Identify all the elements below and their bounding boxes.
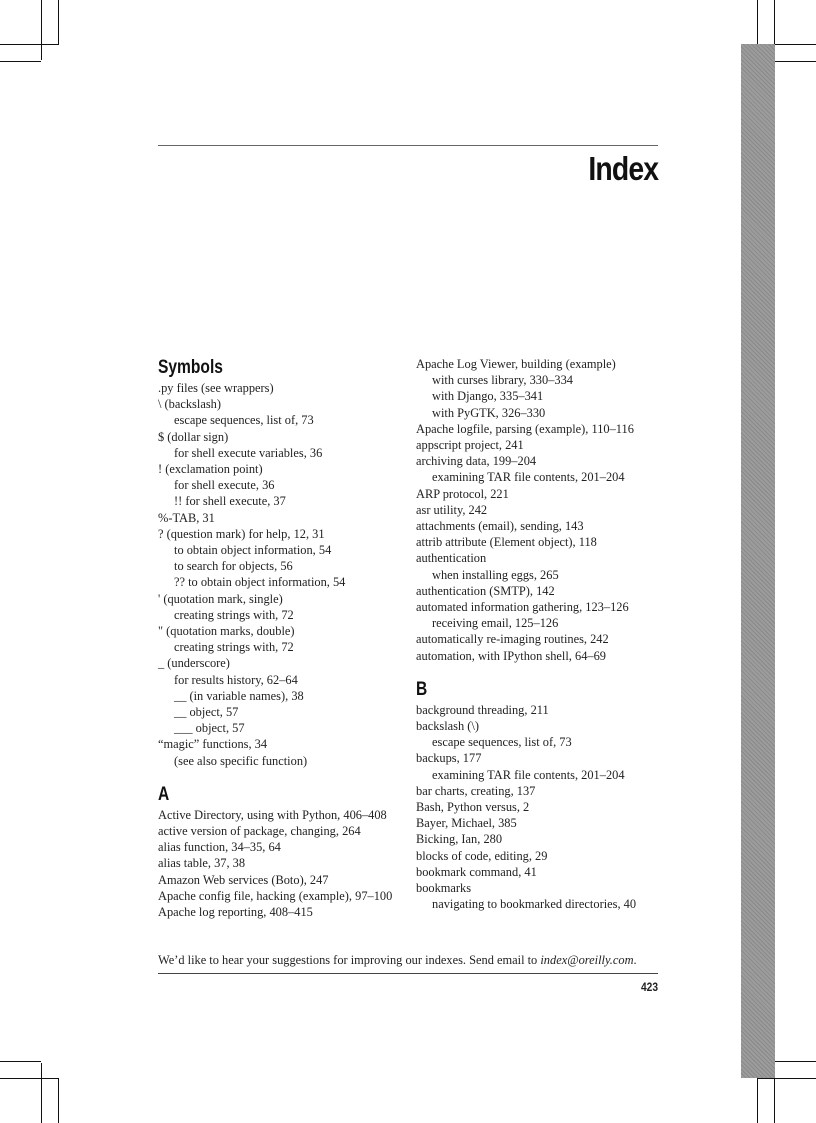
footnote: [158, 953, 637, 968]
footnote-end: .: [633, 953, 637, 967]
index-subentry: __ (in variable names), 38: [174, 688, 304, 703]
index-entry: Bayer, Michael, 385: [416, 816, 517, 831]
index-entry: alias table, 37, 38: [158, 856, 246, 871]
index-entry: automated information gathering, 123–126: [416, 600, 629, 615]
crop-mark: [774, 1078, 775, 1123]
index-subentry: to search for objects, 56: [174, 559, 293, 574]
index-subentry: for results history, 62–64: [174, 672, 298, 687]
crop-mark: [0, 61, 41, 62]
crop-mark: [757, 1078, 816, 1079]
index-entry: automation, with IPython shell, 64–69: [416, 648, 606, 663]
index-entry: " (quotation marks, double): [158, 624, 295, 639]
index-entry: backslash (\): [416, 719, 479, 734]
index-entry: _ (underscore): [158, 656, 230, 671]
crop-mark: [0, 1078, 58, 1079]
page-number: 423: [640, 980, 658, 994]
thumb-tab: [741, 44, 775, 1078]
index-subentry: escape sequences, list of, 73: [174, 413, 314, 428]
index-entry: bar charts, creating, 137: [416, 783, 536, 798]
index-subentry: ?? to obtain object information, 54: [174, 575, 346, 590]
index-entry: authentication (SMTP), 142: [416, 583, 555, 598]
index-entry: ARP protocol, 221: [416, 486, 509, 501]
crop-mark: [0, 1061, 41, 1062]
index-entry: bookmarks: [416, 881, 472, 896]
index-entry: Active Directory, using with Python, 406–408: [158, 807, 387, 822]
index-entry: alias function, 34–35, 64: [158, 840, 281, 855]
index-entry: backups, 177: [416, 751, 482, 766]
index-subentry: for shell execute, 36: [174, 478, 275, 493]
index-entry: archiving data, 199–204: [416, 454, 537, 469]
index-subentry: escape sequences, list of, 73: [432, 735, 572, 750]
index-entry: ! (exclamation point): [158, 462, 263, 477]
index-entry: automatically re-imaging routines, 242: [416, 632, 609, 647]
index-subentry: receiving email, 125–126: [432, 616, 559, 631]
index-subentry: examining TAR file contents, 201–204: [432, 470, 625, 485]
header-rule: [158, 145, 658, 146]
index-entry: attrib attribute (Element object), 118: [416, 535, 597, 550]
index-entry: ? (question mark) for help, 12, 31: [158, 526, 325, 541]
index-subentry: when installing eggs, 265: [432, 567, 559, 582]
crop-mark: [774, 0, 775, 45]
page-title: Index: [588, 150, 658, 187]
section-heading: A: [158, 783, 170, 805]
index-entry: Apache config file, hacking (example), 97–100: [158, 888, 393, 903]
index-entry: ' (quotation mark, single): [158, 591, 283, 606]
index-subentry: (see also specific function): [174, 753, 308, 768]
index-subentry: with curses library, 330–334: [432, 373, 573, 388]
index-entry: Amazon Web services (Boto), 247: [158, 872, 329, 887]
index-subentry: with PyGTK, 326–330: [432, 405, 546, 420]
index-entry: .py files (see wrappers): [158, 381, 274, 395]
index-entry: Apache log reporting, 408–415: [158, 905, 313, 920]
index-subentry: for shell execute variables, 36: [174, 445, 323, 460]
index-subentry: creating strings with, 72: [174, 607, 294, 622]
section-heading: Symbols: [158, 357, 223, 378]
index-column-left: [158, 356, 398, 920]
index-entry: bookmark command, 41: [416, 864, 537, 879]
index-entry: blocks of code, editing, 29: [416, 848, 548, 863]
index-subentry: with Django, 335–341: [432, 389, 544, 404]
index-entry: authentication: [416, 551, 487, 566]
crop-mark: [774, 61, 816, 62]
index-entry: attachments (email), sending, 143: [416, 519, 584, 534]
index-entry: $ (dollar sign): [158, 429, 229, 444]
crop-mark: [58, 1078, 59, 1123]
crop-mark: [41, 1063, 42, 1123]
index-entry: Apache Log Viewer, building (example): [416, 357, 616, 371]
index-subentry: __ object, 57: [174, 705, 239, 720]
index-entry: Bash, Python versus, 2: [416, 800, 530, 815]
index-column-right: [416, 356, 666, 913]
index-entry: appscript project, 241: [416, 438, 524, 453]
index-subentry: examining TAR file contents, 201–204: [432, 767, 625, 782]
index-entry: background threading, 211: [416, 702, 549, 717]
index-entry: \ (backslash): [158, 397, 221, 412]
index-entry: Apache logfile, parsing (example), 110–116: [416, 421, 634, 436]
footer-rule: [158, 973, 658, 974]
index-entry: %-TAB, 31: [158, 510, 215, 525]
section-heading: B: [416, 678, 428, 700]
footnote-email: index@oreilly.com: [540, 953, 634, 967]
index-subentry: to obtain object information, 54: [174, 543, 332, 558]
index-entry: asr utility, 242: [416, 502, 488, 517]
crop-mark: [58, 0, 59, 45]
index-entry: “magic” functions, 34: [158, 737, 268, 752]
footnote-text: We’d like to hear your suggestions for improving our indexes. Send email to: [158, 953, 541, 967]
crop-mark: [774, 1061, 816, 1062]
index-entry: Bicking, Ian, 280: [416, 832, 503, 847]
index-subentry: navigating to bookmarked directories, 40: [432, 897, 637, 912]
crop-mark: [0, 44, 58, 45]
index-subentry: ___ object, 57: [174, 721, 245, 736]
crop-mark: [41, 0, 42, 60]
index-entry: active version of package, changing, 264: [158, 824, 361, 839]
index-subentry: creating strings with, 72: [174, 640, 294, 655]
index-subentry: !! for shell execute, 37: [174, 494, 286, 509]
